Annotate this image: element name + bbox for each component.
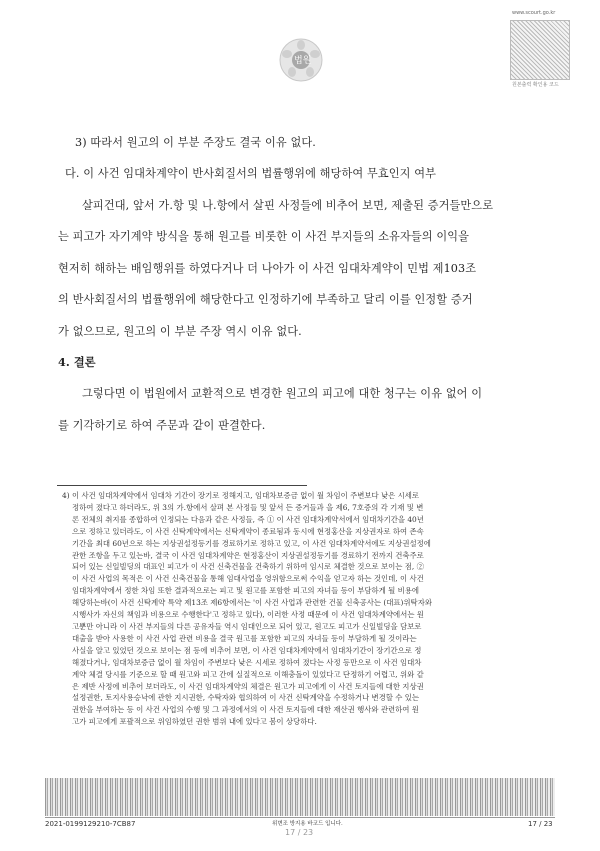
section-heading-conclusion: 4. 결론 <box>58 355 96 369</box>
footnote-line: 설정권한, 토지사용승낙에 관한 지시권한, 수탁자와 협의하여 이 사건 신탁계약을 수정하거나 변경할 수 있는 <box>72 693 420 703</box>
footnote-line: 시행사가 자신의 책임과 비용으로 수행한다'고 정하고 있다), 이러한 사정 때문에 이 사건 임대차계약에서는 원 <box>72 610 424 620</box>
footnote-line: 해당하는바(이 사건 신탁계약 특약 제13조 제6항에서는 '이 사건 사업과 관련한 건물 신축공사는 (대표)위탁자와 <box>72 598 432 608</box>
body-line: 의 반사회질서의 법률행위에 해당한다고 인정하기에 부족하고 달리 이를 인정할 증거 <box>58 293 473 306</box>
footnote-divider <box>57 485 307 486</box>
footnote-line: 이 사건 사업의 목적은 이 사건 신축건물을 통해 임대사업을 영위함으로써 수익을 얻고자 하는 것인데, 이 사건 <box>72 574 424 584</box>
body-line: 그렇다면 이 법원에서 교환적으로 변경한 원고의 피고에 대한 청구는 이유 없어 이 <box>82 387 483 400</box>
footnote-line: 고가 피고에게 포괄적으로 위임하였던 권한 범위 내에 있다고 봄이 상당하다. <box>72 717 317 727</box>
footnote-line: 기간을 최대 60년으로 하는 지상권설정등기를 경료하기로 정하고 있고, 이 사건 임대차계약서에도 지상권설정에 <box>72 538 431 548</box>
qr-caption: 원본출력 확인용 코드 <box>512 82 559 88</box>
barcode-caption: 위변조 방지용 바코드 입니다. <box>272 821 343 827</box>
site-url: www.scourt.go.kr <box>512 10 556 16</box>
footnote-line: 사실을 알고 있었던 것으로 보이는 점 등에 비추어 보면, 이 사건 임대차계약에서 임대차기간이 장기간으로 정 <box>72 645 422 655</box>
footnote-line: 은 제반 사정에 비추어 보더라도, 이 사건 임대차계약의 체결은 원고가 피고에게 이 사건 토지들에 대한 지상권 <box>72 681 424 691</box>
verification-qr-code <box>510 20 570 80</box>
footnote-line: 고뿐만 아니라 이 사건 부지들의 다른 공유자들 역시 임대인으로 되어 있고, 원고도 피고가 신일빌딩을 담보로 <box>72 621 422 631</box>
body-line: 를 기각하기로 하여 주문과 같이 판결한다. <box>58 419 266 432</box>
footnote <box>62 490 544 728</box>
footnote-body <box>72 490 544 728</box>
page-number: 17 / 23 <box>528 820 553 828</box>
footnote-line: 해졌다거나, 임대차보증금 없이 월 차임이 주변보다 낮은 시세로 정하여 졌다는 사정 등만으로 이 사건 임대차 <box>72 657 422 667</box>
footnote-line: 계약 체결 당시를 기준으로 할 때 원고와 피고 간에 실질적으로 이해충돌이 있었다고 단정하기 어렵고, 위와 같 <box>72 669 424 679</box>
body-line: 살피건대, 앞서 가.항 및 나.항에서 살핀 사정들에 비추어 보면, 제출된 증거들만으로 <box>82 199 494 212</box>
page-number-center: 17 / 23 <box>285 828 314 837</box>
body-line: 현저히 해하는 배임행위를 하였다거나 더 나아가 이 사건 임대차계약이 민법 제103조 <box>58 262 477 275</box>
footnote-line: 되어 있는 신일빌딩의 대표인 피고가 이 사건 신축건물을 건축하기 위하여 임시로 체결한 것으로 보이는 점, ② <box>72 562 424 572</box>
footnote-line: 임대차계약에서 정한 차임 또한 결과적으로는 피고 및 원고를 포함한 피고의 자녀들 등이 부담하게 될 비용에 <box>72 586 420 596</box>
body-line: 가 없으므로, 원고의 이 부분 주장 역시 이유 없다. <box>58 325 302 338</box>
footnote-line: 으로 정하고 있더라도, 이 사건 신탁계약에서는 신탁계약이 종료됨과 동시에 현정홍산을 지상권자로 하여 존속 <box>72 526 424 536</box>
body-line: 는 피고가 자기계약 방식을 통해 원고를 비롯한 이 사건 부지들의 소유자들의 이익을 <box>58 230 470 243</box>
footnote-line: 권한을 부여하는 등 이 사건 사업의 수행 및 그 과정에서의 이 사건 토지들에 대한 재산권 행사와 관련하여 원 <box>72 705 419 715</box>
anti-forgery-barcode <box>45 778 555 816</box>
document-id: 2021-0199129210-7CB87 <box>45 820 136 828</box>
paragraph-3-conclusion: 3) 따라서 원고의 이 부분 주장도 결국 이유 없다. <box>75 136 316 149</box>
section-heading-da: 다. 이 사건 임대차계약이 반사회질서의 법률행위에 해당하여 무효인지 여부 <box>65 167 437 180</box>
footnote-number: 4) <box>62 491 70 500</box>
emblem-label: 법원 <box>294 56 312 66</box>
footnote-line: 관한 조항을 두고 있는바, 결국 이 사건 임대차계약은 현정홍산이 지상권설정등기를 경료하기 전까지 건축주로 <box>72 550 424 560</box>
footnote-line: 대출을 받아 사용한 이 사건 사업 관련 비용을 결국 원고를 포함한 피고의 자녀들 등이 부담하게 될 것이라는 <box>72 633 417 643</box>
footnote-line: 정하여 졌다고 하더라도, 위 3의 가.항에서 살펴 본 사정들 및 앞서 든 증거들과 을 제6, 7호증의 각 기재 및 변 <box>72 502 424 512</box>
footer-divider <box>45 817 555 818</box>
footnote-line: 이 사건 임대차계약에서 임대차 기간이 장기로 정해지고, 임대차보증금 없이 월 차임이 주변보다 낮은 시세로 <box>72 491 420 500</box>
footnote-line: 론 전체의 취지를 종합하여 인정되는 다음과 같은 사정들, 즉 ① 이 사건 임대차계약서에서 임대차기간을 40년 <box>72 514 424 524</box>
